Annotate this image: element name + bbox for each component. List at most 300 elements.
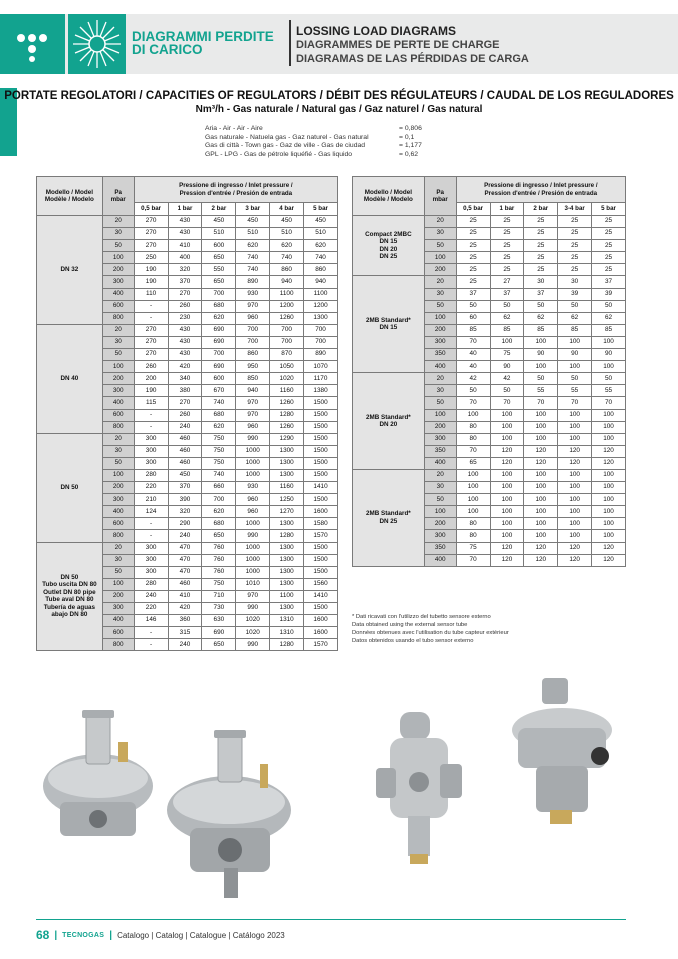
flow-value-cell: 230 bbox=[168, 312, 202, 324]
flow-value-cell: 700 bbox=[270, 336, 304, 348]
flow-value-cell: 740 bbox=[236, 252, 270, 264]
flow-value-cell: 1160 bbox=[270, 482, 304, 494]
flow-value-cell: 25 bbox=[490, 216, 524, 228]
flow-value-cell: 450 bbox=[236, 216, 270, 228]
flow-value-cell: 270 bbox=[134, 349, 168, 361]
flow-value-cell: 190 bbox=[134, 385, 168, 397]
flow-value-cell: 430 bbox=[168, 336, 202, 348]
flow-value-cell: 620 bbox=[202, 312, 236, 324]
flow-value-cell: 1000 bbox=[236, 469, 270, 481]
page-subtitle: Nm³/h - Gas naturale / Natural gas / Gaz naturel / Gas natural bbox=[195, 104, 483, 115]
flow-value-cell: 760 bbox=[202, 566, 236, 578]
flow-value-cell: 70 bbox=[456, 554, 490, 566]
header-divider bbox=[289, 20, 291, 66]
flow-value-cell: 260 bbox=[168, 409, 202, 421]
flow-value-cell: 1600 bbox=[304, 615, 338, 627]
flow-value-cell: 100 bbox=[490, 494, 524, 506]
flow-value-cell: 760 bbox=[202, 554, 236, 566]
flow-value-cell: 1580 bbox=[304, 518, 338, 530]
flow-value-cell: 1000 bbox=[236, 542, 270, 554]
flow-value-cell: - bbox=[134, 627, 168, 639]
bar-column-header: 4 bar bbox=[270, 203, 304, 216]
gas-density-list bbox=[205, 125, 422, 159]
bar-column-header: 5 bar bbox=[304, 203, 338, 216]
flow-value-cell: 700 bbox=[270, 324, 304, 336]
flow-value-cell: 100 bbox=[524, 518, 558, 530]
flow-value-cell: 1200 bbox=[304, 300, 338, 312]
flow-value-cell: 90 bbox=[558, 349, 592, 361]
flow-value-cell: 1300 bbox=[270, 566, 304, 578]
flow-value-cell: 930 bbox=[236, 482, 270, 494]
pa-cell: 30 bbox=[102, 554, 134, 566]
footnote-line: Datos obtenidos usando el tubo sensor externo bbox=[352, 638, 474, 644]
flow-value-cell: 970 bbox=[236, 409, 270, 421]
pa-cell: 400 bbox=[424, 361, 456, 373]
flow-value-cell: 1410 bbox=[304, 482, 338, 494]
flow-value-cell: 1310 bbox=[270, 627, 304, 639]
flow-value-cell: 300 bbox=[134, 566, 168, 578]
flow-value-cell: 410 bbox=[168, 590, 202, 602]
model-cell: Compact 2MBC DN 15 DN 20 DN 25 bbox=[353, 216, 425, 276]
flow-value-cell: 700 bbox=[236, 336, 270, 348]
density-label: Gas naturale - Natuela gas - Gaz naturel - Gas natural bbox=[205, 133, 369, 141]
flow-value-cell: 550 bbox=[202, 264, 236, 276]
pa-cell: 20 bbox=[424, 373, 456, 385]
flow-value-cell: 1170 bbox=[304, 373, 338, 385]
flow-value-cell: 25 bbox=[558, 264, 592, 276]
flow-value-cell: 100 bbox=[456, 409, 490, 421]
flow-value-cell: 50 bbox=[456, 300, 490, 312]
flow-value-cell: 750 bbox=[202, 578, 236, 590]
flow-value-cell: 315 bbox=[168, 627, 202, 639]
flow-value-cell: 1000 bbox=[236, 554, 270, 566]
flow-value-cell: 100 bbox=[524, 506, 558, 518]
table-row bbox=[37, 216, 338, 228]
flow-value-cell: 80 bbox=[456, 421, 490, 433]
flow-value-cell: 42 bbox=[456, 373, 490, 385]
flow-value-cell: 420 bbox=[168, 603, 202, 615]
flow-value-cell: 120 bbox=[524, 445, 558, 457]
flow-value-cell: 100 bbox=[490, 336, 524, 348]
flow-value-cell: 960 bbox=[236, 494, 270, 506]
pa-cell: 50 bbox=[102, 240, 134, 252]
flow-value-cell: 1020 bbox=[270, 373, 304, 385]
flow-value-cell: - bbox=[134, 421, 168, 433]
flow-value-cell: 1280 bbox=[270, 530, 304, 542]
flow-value-cell: 1500 bbox=[304, 433, 338, 445]
pa-cell: 200 bbox=[424, 518, 456, 530]
flow-value-cell: 1020 bbox=[236, 615, 270, 627]
flow-value-cell: 970 bbox=[236, 590, 270, 602]
pa-cell: 200 bbox=[424, 324, 456, 336]
flow-value-cell: 450 bbox=[168, 469, 202, 481]
flow-value-cell: 470 bbox=[168, 554, 202, 566]
flow-value-cell: 280 bbox=[134, 469, 168, 481]
flow-value-cell: 940 bbox=[236, 385, 270, 397]
flow-value-cell: 146 bbox=[134, 615, 168, 627]
flow-value-cell: 25 bbox=[592, 216, 626, 228]
footer-rule bbox=[36, 919, 626, 920]
flow-value-cell: 1300 bbox=[270, 542, 304, 554]
flow-value-cell: - bbox=[134, 518, 168, 530]
flow-value-cell: 320 bbox=[168, 506, 202, 518]
flow-value-cell: 25 bbox=[490, 240, 524, 252]
flow-value-cell: 37 bbox=[456, 288, 490, 300]
flow-value-cell: 1500 bbox=[304, 603, 338, 615]
flow-value-cell: 100 bbox=[592, 482, 626, 494]
flow-value-cell: 62 bbox=[490, 312, 524, 324]
flow-value-cell: 1290 bbox=[270, 433, 304, 445]
pa-cell: 600 bbox=[102, 300, 134, 312]
flow-value-cell: 120 bbox=[592, 542, 626, 554]
flow-value-cell: 1160 bbox=[270, 385, 304, 397]
pa-cell: 600 bbox=[102, 409, 134, 421]
flow-value-cell: 25 bbox=[592, 228, 626, 240]
density-value: = 1,177 bbox=[399, 142, 422, 149]
flow-value-cell: 1000 bbox=[236, 518, 270, 530]
flow-value-cell: 650 bbox=[202, 252, 236, 264]
flow-value-cell: 100 bbox=[558, 361, 592, 373]
flow-value-cell: 100 bbox=[524, 469, 558, 481]
flow-value-cell: 730 bbox=[202, 603, 236, 615]
left-capacity-table bbox=[36, 176, 338, 651]
flow-value-cell: 40 bbox=[456, 361, 490, 373]
flow-value-cell: 1300 bbox=[270, 603, 304, 615]
flow-value-cell: 50 bbox=[524, 373, 558, 385]
header-title-spanish: DIAGRAMAS DE LAS PÉRDIDAS DE CARGA bbox=[296, 53, 529, 65]
flow-value-cell: 450 bbox=[202, 216, 236, 228]
flow-value-cell: 1250 bbox=[270, 494, 304, 506]
pa-cell: 30 bbox=[102, 336, 134, 348]
flow-value-cell: 940 bbox=[270, 276, 304, 288]
pa-cell: 400 bbox=[424, 457, 456, 469]
flow-value-cell: 1100 bbox=[270, 590, 304, 602]
model-column-header: Modello / Model Modèle / Modelo bbox=[37, 177, 103, 216]
model-cell: DN 50 bbox=[37, 433, 103, 542]
flow-value-cell: 124 bbox=[134, 506, 168, 518]
flow-value-cell: 750 bbox=[202, 433, 236, 445]
pa-cell: 800 bbox=[102, 312, 134, 324]
flow-value-cell: 290 bbox=[168, 518, 202, 530]
flow-value-cell: 120 bbox=[558, 554, 592, 566]
flow-value-cell: 50 bbox=[524, 300, 558, 312]
flow-value-cell: 1560 bbox=[304, 578, 338, 590]
flow-value-cell: 370 bbox=[168, 276, 202, 288]
flow-value-cell: 1270 bbox=[270, 506, 304, 518]
flow-value-cell: 760 bbox=[202, 542, 236, 554]
flow-value-cell: 300 bbox=[134, 554, 168, 566]
pa-cell: 20 bbox=[102, 216, 134, 228]
flow-value-cell: 100 bbox=[456, 482, 490, 494]
flow-value-cell: 30 bbox=[524, 276, 558, 288]
flow-value-cell: 100 bbox=[456, 469, 490, 481]
flow-value-cell: 70 bbox=[558, 397, 592, 409]
footnote-line: Data obtained using the external sensor tube bbox=[352, 622, 468, 628]
flow-value-cell: 100 bbox=[524, 530, 558, 542]
flow-value-cell: 220 bbox=[134, 603, 168, 615]
table-row bbox=[37, 324, 338, 336]
header-title-french: DIAGRAMMES DE PERTE DE CHARGE bbox=[296, 39, 500, 51]
flow-value-cell: 65 bbox=[456, 457, 490, 469]
flow-value-cell: 1200 bbox=[270, 300, 304, 312]
flow-value-cell: 1000 bbox=[236, 457, 270, 469]
flow-value-cell: 25 bbox=[524, 216, 558, 228]
flow-value-cell: 25 bbox=[524, 228, 558, 240]
flow-value-cell: 25 bbox=[558, 252, 592, 264]
flow-value-cell: 75 bbox=[490, 349, 524, 361]
footer-brand: TECNOGAS bbox=[62, 931, 105, 939]
table-row bbox=[353, 469, 626, 481]
flow-value-cell: 25 bbox=[524, 252, 558, 264]
flow-value-cell: 970 bbox=[236, 300, 270, 312]
flow-value-cell: 700 bbox=[304, 324, 338, 336]
flow-value-cell: 1020 bbox=[236, 627, 270, 639]
pa-cell: 200 bbox=[102, 373, 134, 385]
regulator-image-4 bbox=[506, 676, 622, 828]
flow-value-cell: 100 bbox=[592, 469, 626, 481]
flow-value-cell: 100 bbox=[558, 494, 592, 506]
flow-value-cell: 85 bbox=[490, 324, 524, 336]
header-title-italian: DIAGRAMMI PERDITE DI CARICO bbox=[132, 29, 274, 57]
flow-value-cell: - bbox=[134, 312, 168, 324]
regulator-image-2 bbox=[164, 728, 294, 900]
model-cell: DN 50 Tubo uscita DN 80 Outlet DN 80 pipe Tube aval DN 80 Tubería de aguas abajo DN 80 bbox=[37, 542, 103, 651]
pa-cell: 200 bbox=[102, 590, 134, 602]
pa-cell: 100 bbox=[102, 469, 134, 481]
flow-value-cell: 100 bbox=[592, 530, 626, 542]
table-row bbox=[353, 216, 626, 228]
flow-value-cell: 270 bbox=[134, 240, 168, 252]
pa-cell: 50 bbox=[424, 240, 456, 252]
flow-value-cell: 380 bbox=[168, 385, 202, 397]
pa-column-header: Pa mbar bbox=[424, 177, 456, 216]
flow-value-cell: 120 bbox=[524, 457, 558, 469]
flow-value-cell: 680 bbox=[202, 409, 236, 421]
pa-cell: 300 bbox=[424, 433, 456, 445]
flow-value-cell: 100 bbox=[456, 506, 490, 518]
flow-value-cell: 260 bbox=[134, 361, 168, 373]
flow-value-cell: 120 bbox=[558, 457, 592, 469]
flow-value-cell: 120 bbox=[490, 457, 524, 469]
flow-value-cell: 1280 bbox=[270, 639, 304, 651]
bar-column-header: 5 bar bbox=[592, 203, 626, 216]
pa-cell: 800 bbox=[102, 421, 134, 433]
flow-value-cell: 100 bbox=[524, 482, 558, 494]
pa-cell: 50 bbox=[424, 397, 456, 409]
flow-value-cell: - bbox=[134, 639, 168, 651]
bar-column-header: 0,5 bar bbox=[134, 203, 168, 216]
flow-value-cell: 990 bbox=[236, 603, 270, 615]
flow-value-cell: 950 bbox=[236, 361, 270, 373]
flow-value-cell: 1260 bbox=[270, 421, 304, 433]
flow-value-cell: 100 bbox=[558, 409, 592, 421]
flow-value-cell: 100 bbox=[558, 336, 592, 348]
pa-cell: 30 bbox=[102, 445, 134, 457]
flow-value-cell: 320 bbox=[168, 264, 202, 276]
pa-cell: 300 bbox=[102, 494, 134, 506]
flow-value-cell: 85 bbox=[456, 324, 490, 336]
flow-value-cell: 240 bbox=[168, 639, 202, 651]
pa-cell: 200 bbox=[424, 264, 456, 276]
flow-value-cell: 860 bbox=[236, 349, 270, 361]
pa-cell: 100 bbox=[102, 252, 134, 264]
pa-cell: 400 bbox=[102, 397, 134, 409]
pa-cell: 100 bbox=[102, 578, 134, 590]
flow-value-cell: 100 bbox=[490, 421, 524, 433]
flow-value-cell: 1260 bbox=[270, 312, 304, 324]
flow-value-cell: 620 bbox=[236, 240, 270, 252]
flow-value-cell: 100 bbox=[558, 433, 592, 445]
flow-value-cell: 650 bbox=[202, 276, 236, 288]
page-number: 68 bbox=[36, 928, 50, 942]
flow-value-cell: 39 bbox=[558, 288, 592, 300]
brand-logo bbox=[0, 14, 65, 74]
flow-value-cell: 1570 bbox=[304, 639, 338, 651]
flow-value-cell: 120 bbox=[558, 445, 592, 457]
flow-value-cell: 430 bbox=[168, 216, 202, 228]
right-capacity-table bbox=[352, 176, 626, 567]
flow-value-cell: 620 bbox=[270, 240, 304, 252]
flow-value-cell: 1500 bbox=[304, 554, 338, 566]
flow-value-cell: 1300 bbox=[270, 554, 304, 566]
flow-value-cell: 690 bbox=[202, 336, 236, 348]
flow-value-cell: 680 bbox=[202, 518, 236, 530]
flow-value-cell: 120 bbox=[558, 542, 592, 554]
flow-value-cell: 240 bbox=[134, 590, 168, 602]
flow-value-cell: 460 bbox=[168, 445, 202, 457]
flow-value-cell: 1500 bbox=[304, 457, 338, 469]
flow-value-cell: 25 bbox=[490, 252, 524, 264]
flow-value-cell: 460 bbox=[168, 433, 202, 445]
flow-value-cell: 280 bbox=[134, 578, 168, 590]
density-value: = 0,806 bbox=[399, 125, 422, 132]
pa-cell: 50 bbox=[424, 300, 456, 312]
model-cell: DN 32 bbox=[37, 216, 103, 325]
flow-value-cell: 27 bbox=[490, 276, 524, 288]
flow-value-cell: 50 bbox=[592, 373, 626, 385]
flow-value-cell: 80 bbox=[456, 433, 490, 445]
flow-value-cell: 1310 bbox=[270, 615, 304, 627]
flow-value-cell: 50 bbox=[558, 300, 592, 312]
pa-cell: 800 bbox=[102, 530, 134, 542]
flow-value-cell: - bbox=[134, 530, 168, 542]
flow-value-cell: 620 bbox=[304, 240, 338, 252]
flow-value-cell: 120 bbox=[592, 457, 626, 469]
flow-value-cell: 650 bbox=[202, 530, 236, 542]
bar-column-header: 1 bar bbox=[490, 203, 524, 216]
flow-value-cell: 1500 bbox=[304, 445, 338, 457]
flow-value-cell: 670 bbox=[202, 385, 236, 397]
table-row bbox=[37, 542, 338, 554]
flow-value-cell: 100 bbox=[490, 409, 524, 421]
model-cell: 2MB Standard* DN 20 bbox=[353, 373, 425, 470]
flow-value-cell: 960 bbox=[236, 506, 270, 518]
flow-value-cell: 120 bbox=[524, 542, 558, 554]
flow-value-cell: 1000 bbox=[236, 445, 270, 457]
flow-value-cell: 690 bbox=[202, 627, 236, 639]
flow-value-cell: 620 bbox=[202, 506, 236, 518]
pa-cell: 350 bbox=[424, 349, 456, 361]
bar-column-header: 2 bar bbox=[524, 203, 558, 216]
bar-column-header: 3 bar bbox=[236, 203, 270, 216]
pa-cell: 30 bbox=[102, 228, 134, 240]
flow-value-cell: 700 bbox=[304, 336, 338, 348]
flow-value-cell: 390 bbox=[168, 494, 202, 506]
flow-value-cell: 740 bbox=[304, 252, 338, 264]
flow-value-cell: 90 bbox=[490, 361, 524, 373]
pa-cell: 100 bbox=[424, 409, 456, 421]
flow-value-cell: 100 bbox=[524, 336, 558, 348]
flow-value-cell: 200 bbox=[134, 373, 168, 385]
flow-value-cell: 470 bbox=[168, 542, 202, 554]
pa-cell: 30 bbox=[424, 482, 456, 494]
flow-value-cell: 85 bbox=[558, 324, 592, 336]
flow-value-cell: 250 bbox=[134, 252, 168, 264]
flow-value-cell: 50 bbox=[490, 300, 524, 312]
density-label: Gas di città - Town gas - Gaz de ville - Gas de ciudad bbox=[205, 142, 366, 149]
pa-cell: 350 bbox=[424, 445, 456, 457]
flow-value-cell: 100 bbox=[490, 518, 524, 530]
page-title: PORTATE REGOLATORI / CAPACITIES OF REGULATORS / DÉBIT DES RÉGULATEURS / CAUDAL DE LOS REGULADORES bbox=[4, 90, 674, 102]
flow-value-cell: 1600 bbox=[304, 627, 338, 639]
flow-value-cell: 100 bbox=[490, 482, 524, 494]
table-row bbox=[353, 276, 626, 288]
flow-value-cell: 1570 bbox=[304, 530, 338, 542]
pa-cell: 400 bbox=[102, 615, 134, 627]
flow-value-cell: 510 bbox=[202, 228, 236, 240]
flow-value-cell: 450 bbox=[270, 216, 304, 228]
flow-value-cell: 25 bbox=[558, 240, 592, 252]
flow-value-cell: 25 bbox=[456, 276, 490, 288]
footer-separator: | bbox=[54, 929, 58, 941]
table-row bbox=[353, 373, 626, 385]
flow-value-cell: 1010 bbox=[236, 578, 270, 590]
flow-value-cell: 1050 bbox=[270, 361, 304, 373]
density-row bbox=[205, 134, 422, 143]
flow-value-cell: 100 bbox=[592, 361, 626, 373]
header-titles bbox=[296, 24, 529, 66]
density-value: = 0,62 bbox=[399, 150, 419, 158]
flow-value-cell: 430 bbox=[168, 228, 202, 240]
flow-value-cell: 25 bbox=[524, 264, 558, 276]
flow-value-cell: 100 bbox=[524, 361, 558, 373]
flow-value-cell: 270 bbox=[134, 324, 168, 336]
flow-value-cell: 85 bbox=[592, 324, 626, 336]
flow-value-cell: 270 bbox=[134, 228, 168, 240]
flow-value-cell: 1100 bbox=[270, 288, 304, 300]
pa-cell: 30 bbox=[424, 288, 456, 300]
pa-cell: 30 bbox=[424, 385, 456, 397]
flow-value-cell: 700 bbox=[202, 494, 236, 506]
flow-value-cell: 690 bbox=[202, 361, 236, 373]
flow-value-cell: 100 bbox=[524, 494, 558, 506]
flow-value-cell: 740 bbox=[270, 252, 304, 264]
pa-cell: 600 bbox=[102, 518, 134, 530]
flow-value-cell: 510 bbox=[236, 228, 270, 240]
flow-value-cell: 120 bbox=[592, 554, 626, 566]
flow-value-cell: 410 bbox=[168, 240, 202, 252]
flow-value-cell: 25 bbox=[558, 228, 592, 240]
flow-value-cell: 990 bbox=[236, 433, 270, 445]
flow-value-cell: 120 bbox=[524, 554, 558, 566]
flow-value-cell: 740 bbox=[236, 264, 270, 276]
flow-value-cell: 62 bbox=[558, 312, 592, 324]
flow-value-cell: 1300 bbox=[270, 445, 304, 457]
pa-cell: 100 bbox=[424, 312, 456, 324]
flow-value-cell: 710 bbox=[202, 590, 236, 602]
flow-value-cell: 70 bbox=[456, 397, 490, 409]
flow-value-cell: 300 bbox=[134, 457, 168, 469]
